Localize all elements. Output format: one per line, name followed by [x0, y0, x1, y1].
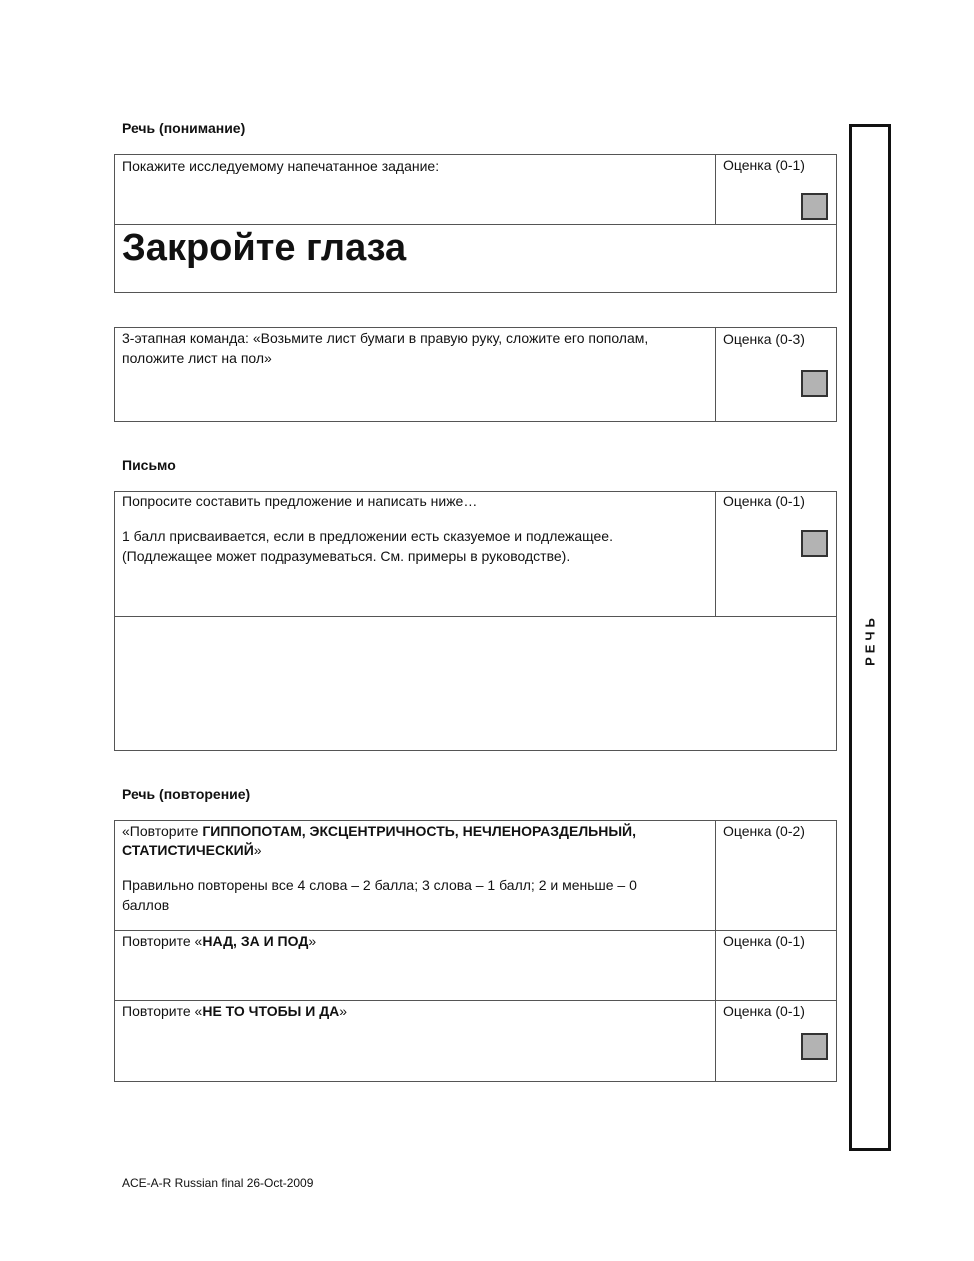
writing-answer-area[interactable]	[116, 618, 835, 749]
repeat-words-line-1: «Повторите ГИППОПОТАМ, ЭКСЦЕНТРИЧНОСТЬ, НЕЧЛЕНОРАЗДЕЛЬНЫЙ,	[122, 823, 636, 839]
table-divider	[114, 616, 837, 617]
score-checkbox[interactable]	[801, 193, 828, 220]
comprehension-heading: Речь (понимание)	[122, 120, 246, 136]
repeat-phrase-2: Повторите «НЕ ТО ЧТОБЫ И ДА»	[122, 1003, 348, 1019]
comprehension-instruction: Покажите исследуемому напечатанное задание:	[122, 158, 440, 174]
table-divider	[715, 154, 716, 224]
writing-heading: Письмо	[122, 457, 176, 473]
score-label: Оценка (0-1)	[723, 1003, 805, 1019]
score-label: Оценка (0-1)	[723, 157, 805, 173]
score-label: Оценка (0-1)	[723, 933, 805, 949]
table-divider	[715, 820, 716, 1082]
printed-command: Закройте глаза	[122, 227, 407, 269]
repeat-scoring-2: баллов	[122, 897, 170, 913]
table-divider	[114, 224, 837, 225]
score-checkbox[interactable]	[801, 530, 828, 557]
repetition-heading: Речь (повторение)	[122, 786, 251, 802]
score-checkbox[interactable]	[801, 1033, 828, 1060]
three-step-instruction-1: 3-этапная команда: «Возьмите лист бумаги в правую руку, сложите его пополам,	[122, 330, 649, 346]
table-divider	[715, 327, 716, 422]
footer-text: ACE-A-R Russian final 26-Oct-2009	[122, 1176, 314, 1190]
section-sidebar	[849, 124, 891, 1151]
table-divider	[715, 491, 716, 616]
score-label: Оценка (0-2)	[723, 823, 805, 839]
repeat-phrase-1: Повторите «НАД, ЗА И ПОД»	[122, 933, 317, 949]
score-label: Оценка (0-1)	[723, 493, 805, 509]
repeat-scoring-1: Правильно повторены все 4 слова – 2 балла; 3 слова – 1 балл; 2 и меньше – 0	[122, 877, 637, 893]
sidebar-label: РЕЧЬ	[862, 614, 878, 666]
repeat-words-line-2: СТАТИСТИЧЕСКИЙ»	[122, 842, 262, 858]
score-checkbox[interactable]	[801, 370, 828, 397]
writing-rule-2: (Подлежащее может подразумеваться. См. примеры в руководстве).	[122, 548, 571, 564]
score-label: Оценка (0-3)	[723, 331, 805, 347]
writing-instruction: Попросите составить предложение и написать ниже…	[122, 493, 478, 509]
writing-rule-1: 1 балл присваивается, если в предложении есть сказуемое и подлежащее.	[122, 528, 613, 544]
three-step-instruction-2: положите лист на пол»	[122, 350, 272, 366]
